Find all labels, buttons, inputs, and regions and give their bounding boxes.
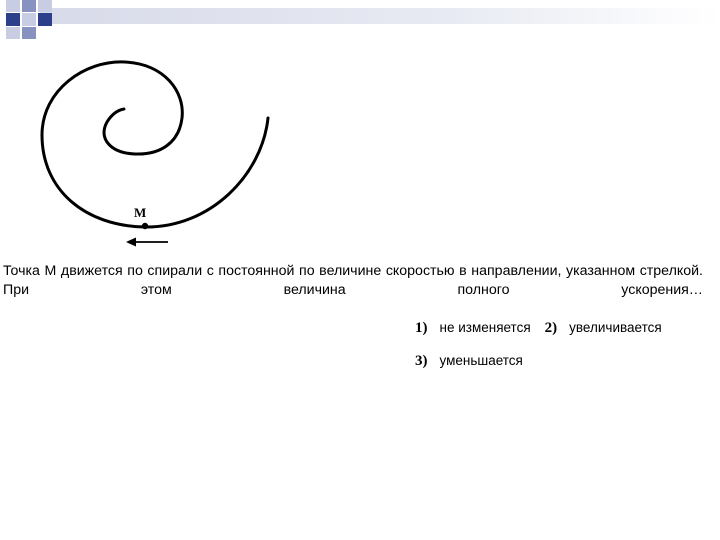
header-square (38, 13, 52, 26)
answer-options (415, 318, 676, 384)
spiral-figure (0, 50, 300, 255)
header-square (38, 0, 52, 12)
header-decoration (0, 0, 720, 42)
answer-3-number: 3) (415, 353, 428, 369)
direction-arrow (126, 238, 168, 247)
header-square (22, 0, 36, 12)
answer-row-2 (415, 351, 676, 384)
point-m-label: M (134, 205, 147, 220)
problem-statement: Точка М движется по спирали с постоянной по величине скоростью в направлении, указанном стрелкой. При этом величина полного ускорения… (3, 263, 703, 298)
answer-1-label[interactable]: не изменяется (439, 320, 531, 335)
point-m-dot (142, 223, 148, 229)
answer-3-label[interactable]: уменьшается (439, 353, 523, 368)
answer-row-1 (415, 318, 676, 351)
answer-1-number: 1) (415, 320, 428, 336)
header-square (22, 27, 36, 39)
answer-2-label[interactable]: увеличивается (569, 320, 662, 335)
spiral-curve (42, 62, 268, 227)
header-square (6, 13, 20, 26)
header-gradient-bar (40, 8, 720, 24)
header-square (6, 0, 20, 12)
header-square (6, 27, 20, 39)
header-square (22, 13, 36, 26)
answer-2-number: 2) (544, 320, 558, 336)
